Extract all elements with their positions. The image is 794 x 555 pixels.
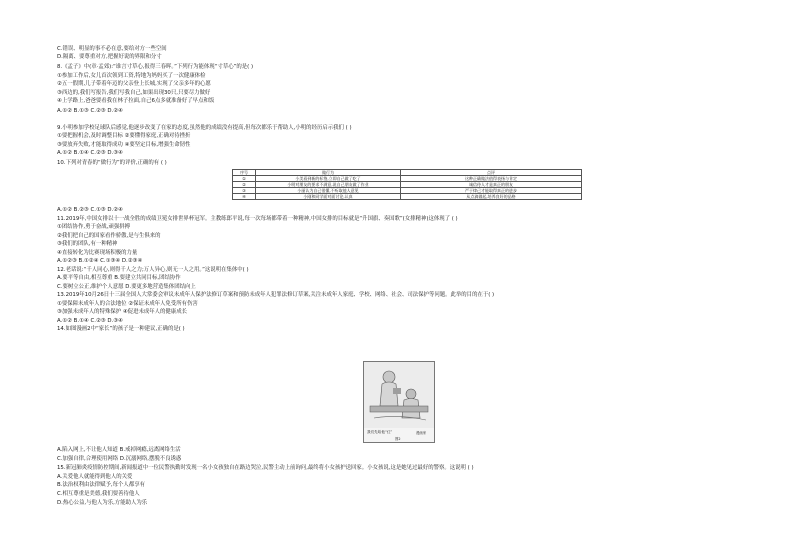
figure-caption: 我们先给他“红”	[367, 430, 393, 434]
text-line: A.陷入网上,不让他人知道 B.戒掉网瘾,远离网络生活	[57, 447, 181, 453]
text-line: ④上学路上,爸爸要看我在林子拉面,自己6点多就准备好了早点和饭	[57, 98, 215, 104]
text-line: C.加强自律,合理使用网络 D.沉溺网络,摆脱不良诱惑	[57, 456, 182, 462]
table-cell: 小丽认为自己很懂,不听取他人意见	[256, 188, 401, 194]
text-line: A.①② B.①④ C.②③ D.③④	[57, 318, 123, 324]
table-header-cell: 做行为	[256, 170, 401, 176]
table-row	[233, 194, 582, 200]
figure-author: 漫画家	[416, 431, 427, 435]
table-cell: 小美看到新的标签,立即自己做了吃了	[256, 176, 401, 182]
text-line: B.法治权利由法律赋予,每个人都享有	[57, 482, 145, 488]
cartoon-figure	[363, 361, 435, 443]
table-cell: ③	[233, 188, 256, 194]
text-line: ③西边的,我们写报告,我们写我自己,如果出现30只,只要尽力做好	[57, 90, 211, 96]
table-cell: 严于律己才能取得真正的进步	[401, 188, 582, 194]
evaluation-table	[232, 169, 582, 200]
text-line: ①要把握机会,及时调整目标 ②要懂得家庭,正确对待挫折	[57, 133, 191, 139]
text-line: 13.2019年10月26日十三届全国人大常委会审议未成年人保护法修订草案和预防未成年人犯罪法修订草案,关注未成年人家庭、学校、网络、社会、司法保护等问题。此举的目的在于( )	[57, 292, 495, 298]
text-line: D.热心公益,与他人为乐,方能助人为乐	[57, 500, 148, 506]
text-line: ①参加工作后,女儿首次领到工资,特地为妈妈买了一次健康体检	[57, 73, 206, 79]
text-line: ②五一假期,儿子带着年迈的父亲登上长城,实现了父亲多年的心愿	[57, 81, 211, 87]
text-line: ③要放弃失败,才能取得成功 ④要坚定目标,增强生命韧性	[57, 142, 191, 148]
table-cell: 小刚和同学面对面讨论,认真	[256, 194, 401, 200]
text-line: ②我们把自己的国家看作骄傲,是与生俱来的	[57, 233, 161, 239]
table-cell: ①	[233, 176, 256, 182]
text-line: 8.《孟子》中(章·孟郊):“谁言寸草心,报得三春晖。”下列行为能体现“寸草心”的是( )	[57, 64, 254, 70]
text-line: A.关爱他人就能得到他人的关爱	[57, 474, 133, 480]
text-line: ①团结协作,勇于奋战,顽强拼搏	[57, 224, 130, 230]
text-line: ④直接转化为比赛现场积极的力量	[57, 250, 138, 256]
text-line: 11.2019年,中国女排以十一战全胜的成绩卫冕女排世界杯冠军。主教练郎平说,每一次每场都带着一种精神,中国女排的目标就是“升国旗、奏国歌”(女排精神)这体现了 ( )	[57, 216, 458, 222]
text-line: C.相互尊重是美德,我们要善待他人	[57, 491, 140, 497]
table-cell: ④	[233, 194, 256, 200]
text-line: A.要平等自由,相互尊重 B.要建立共同目标,团结协作	[57, 275, 181, 281]
text-line: 9.小明参加学校足球队后感觉,他逐步改变了在家的态度,虽然他的成绩没有提高,但每次都乐于帮助人,小明的经历启示我们 ( )	[57, 125, 352, 131]
text-line: C.错误、明显的事不必在意,要给对方一些空间	[57, 46, 167, 52]
text-line: ③我们的团队,有一种精神	[57, 241, 118, 247]
text-line: A.①② B.①④ C.②③ D.③④	[57, 150, 123, 156]
table-header-cell: 序号	[233, 170, 256, 176]
text-line: 14.如图漫画2中“家长”的孩子是一种建议,正确的是( )	[57, 326, 185, 332]
text-line: C.要树立公正,维护个人意愿 D.要更多地营造集体团结向上	[57, 284, 196, 290]
text-line: ①要保障未成年人的合法地位 ②保证未成年人免受所有伤害	[57, 301, 198, 307]
text-line: A.①②③ B.①②④ C.①③④ D.②③④	[57, 258, 143, 264]
figure-number: 图2	[395, 437, 401, 441]
table-cell: 从点滴做起,培养良好的品格	[401, 194, 582, 200]
cartoon-illustration	[364, 362, 434, 428]
table-cell: 这种正确做法值得表扬与肯定	[401, 176, 582, 182]
text-line: 10.下列对青春的“做行为”的评价,正确的有 ( )	[57, 160, 167, 166]
table-cell: 诚信待人才是真正的朋友	[401, 182, 582, 188]
text-line: D.隔离、要尊重对方,把握好说的界限和分寸	[57, 54, 162, 60]
table-cell: 小明对朋友的要求不满意,说自己朋友做了作业	[256, 182, 401, 188]
text-line: ③加强未成年人的特殊保护 ④促进未成年人的健康成长	[57, 309, 187, 315]
text-line: A.①② B.①③ C.②③ D.②④	[57, 108, 123, 114]
table-header-cell: 点评	[401, 170, 582, 176]
text-line: 15.新冠肺炎疫情防控期间,新闻报道中一位民警执勤时发现一名小女孩独自在路边哭泣,民警主动上前询问,最终将小女孩护送回家。小女孩说,这是她见过最好的警察。这说明 ( )	[57, 465, 474, 471]
text-line: 12.老话说:“千人同心,则得千人之力;万人异心,则无一人之用。”这说明在集体中( )	[57, 267, 249, 273]
text-line: A.①② B.②③ C.①③ D.②④	[57, 207, 123, 213]
table-cell: ②	[233, 182, 256, 188]
